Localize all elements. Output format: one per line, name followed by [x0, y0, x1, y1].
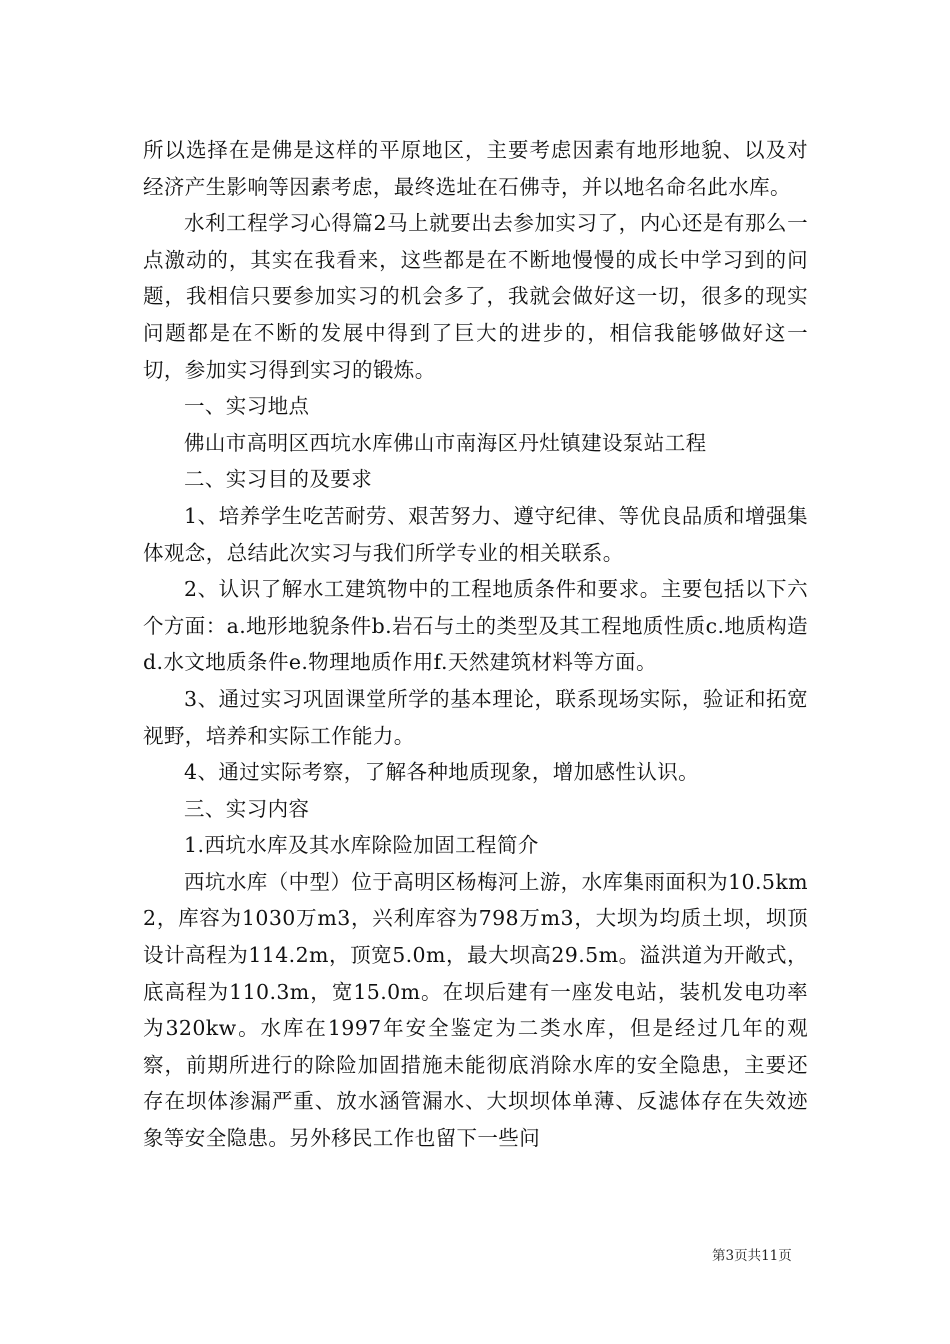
paragraph-site-selection: 所以选择在是佛是这样的平原地区，主要考虑因素有地形地貌、以及对经济产生影响等因素考虑，最终选址在石佛寺，并以地名命名此水库。	[143, 138, 808, 199]
list-item-requirement-3: 3、通过实习巩固课堂所学的基本理论，联系现场实际，验证和拓宽视野，培养和实际工作能力。	[143, 686, 808, 748]
heading-internship-content: 三、实习内容	[184, 796, 310, 821]
paragraph-location-detail: 佛山市高明区西坑水库佛山市南海区丹灶镇建设泵站工程	[184, 430, 707, 455]
list-item-requirement-4: 4、通过实际考察，了解各种地质现象，增加感性认识。	[184, 760, 700, 785]
document-body	[143, 132, 808, 1157]
list-item-requirement-1: 1、培养学生吃苦耐劳、艰苦努力、遵守纪律、等优良品质和增强集体观念，总结此次实习与我们所学专业的相关联系。	[143, 503, 808, 565]
heading-internship-location: 一、实习地点	[184, 394, 310, 419]
page-number-footer: 第3页共11页	[712, 1248, 792, 1264]
list-item-requirement-2: 2、认识了解水工建筑物中的工程地质条件和要求。主要包括以下六个方面：a.地形地貌条件b.岩石与土的类型及其工程地质性质c.地质构造d.水文地质条件e.物理地质作用f.天然建筑材料等方面。	[143, 577, 808, 675]
subheading-xikeng-reservoir: 1.西坑水库及其水库除险加固工程简介	[184, 833, 539, 858]
paragraph-reservoir-description: 西坑水库（中型）位于高明区杨梅河上游，水库集雨面积为10.5km2，库容为1030万m3，兴利库容为798万m3，大坝为均质土坝，坝顶设计高程为114.2m，顶宽5.0m，最大坝高29.5m。溢洪道为开敞式，底高程为110.3m，宽15.0m。在坝后建有一座发电站，装机发电功率为320kw。水库在1997年安全鉴定为二类水库，但是经过几年的观察，前期所进行的除险加固措施未能彻底消除水库的安全隐患，主要还存在坝体渗漏严重、放水涵管漏水、大坝坝体单薄、反滤体存在失效迹象等安全隐患。另外移民工作也留下一些问	[143, 869, 808, 1151]
paragraph-internship-intro: 水利工程学习心得篇2马上就要出去参加实习了，内心还是有那么一点激动的，其实在我看来，这些都是在不断地慢慢的成长中学习到的问题，我相信只要参加实习的机会多了，我就会做好这一切，很多的现实问题都是在不断的发展中得到了巨大的进步的，相信我能够做好这一切，参加实习得到实习的锻炼。	[143, 211, 808, 382]
heading-purpose-requirements: 二、实习目的及要求	[184, 467, 373, 492]
